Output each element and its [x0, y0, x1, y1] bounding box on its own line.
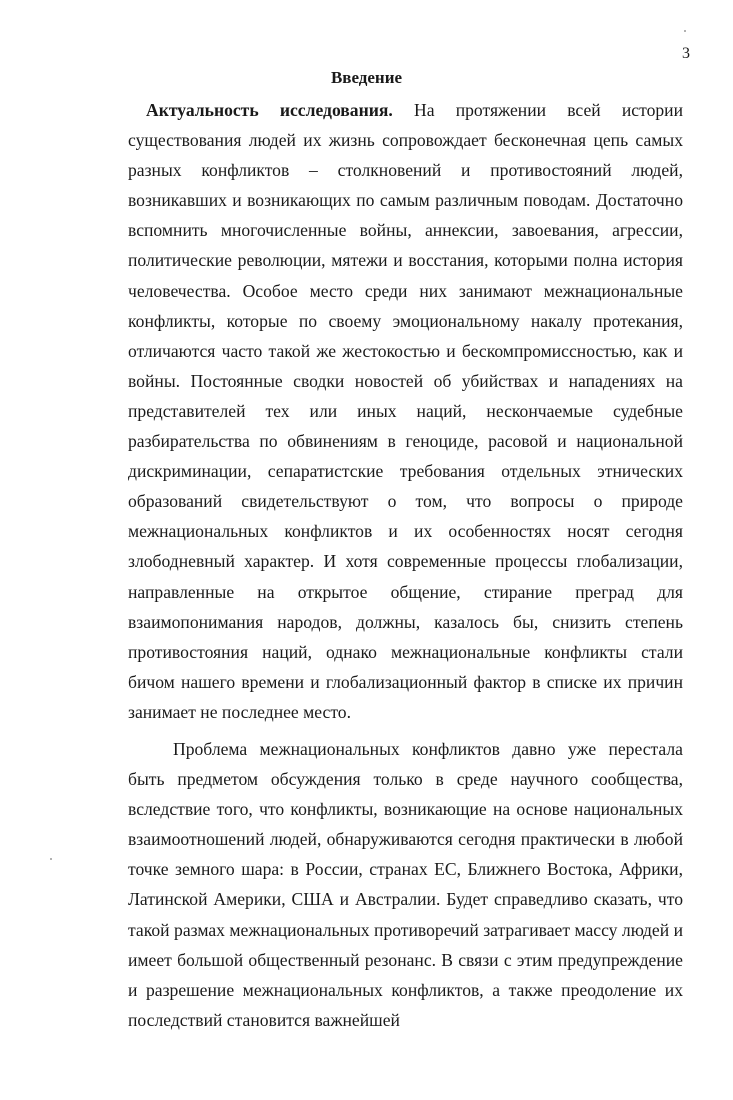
- page-number: 3: [682, 45, 690, 62]
- page-title: Введение: [330, 68, 403, 87]
- body-text: [128, 95, 683, 1035]
- paragraph-text: Проблема межнациональных конфликтов давно уже перестала быть предметом обсуждения только в среде научного сообщества, вследствие того, что конфликты, возникающие на основе национальных взаимоотношений людей, обнаруживаются сегодня практически в любой точке земного шара: в России, странах ЕС, Ближнего Востока, Африки, Латинской Америки, США и Австралии. Будет справедливо сказать, что такой размах межнациональных противоречий затрагивает массу людей и имеет большой общественный резонанс. В связи с этим предупреждение и разрешение межнациональных конфликтов, а также преодоление их последствий становится важнейшей: [128, 738, 683, 1030]
- paragraph-relevance: [128, 95, 683, 727]
- scan-speck: [684, 30, 686, 32]
- paragraph-text: На протяжении всей истории существования людей их жизнь сопровождает бесконечная цепь самых разных конфликтов – столкновений и противостояний людей, возникавших и возникающих по самым различным поводам. Достаточно вспомнить многочисленные войны, аннексии, завоевания, агрессии, политические революции, мятежи и восстания, которыми полна история человечества. Особое место среди них занимают межнациональные конфликты, которые по своему эмоциональному накалу протекания, отличаются часто такой же жестокостью и бескомпромиссностью, как и войны. Постоянные сводки новостей об убийствах и нападениях на представителей тех или иных наций, нескончаемые судебные разбирательства по обвинениям в геноциде, расовой и национальной дискриминации, сепаратистские требования отдельных этнических образований свидетельствуют о том, что вопросы о природе межнациональных конфликтов и их особенностях носят сегодня злободневный характер. И хотя современные процессы глобализации, направленные на открытое общение, стирание преград для взаимопонимания народов, должны, казалось бы, снизить степень противостояния наций, однако межнациональные конфликты стали бичом нашего времени и глобализационный фактор в списке их причин занимает не последнее место.: [128, 100, 683, 722]
- paragraph-problem: [128, 734, 683, 1035]
- paragraph-lead: Актуальность исследования.: [146, 100, 393, 120]
- scan-speck: [50, 858, 52, 860]
